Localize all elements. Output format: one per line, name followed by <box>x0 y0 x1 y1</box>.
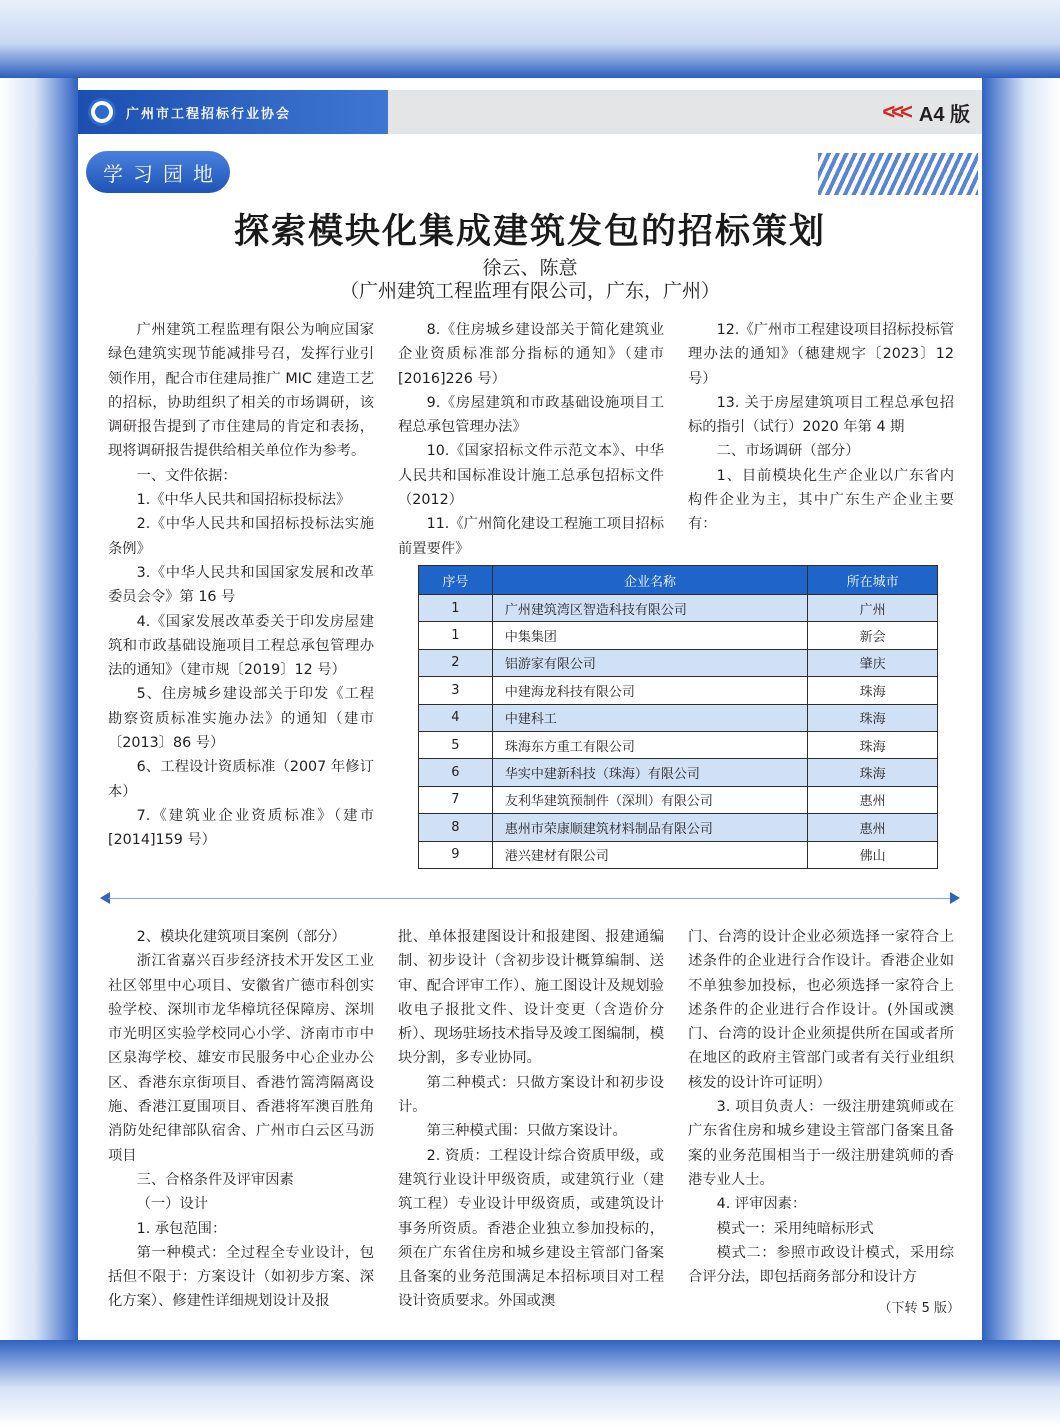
paragraph: 4.《国家发展改革委关于印发房屋建筑和市政基础设施项目工程总承包管理办法的通知》（建市规〔2019〕12 号） <box>108 613 374 679</box>
page-frame-top <box>0 0 1060 78</box>
text-column-3 <box>688 318 954 537</box>
table-row <box>419 677 938 704</box>
text-column-2 <box>398 318 664 561</box>
cell-company: 广州建筑湾区智造科技有限公司 <box>492 595 807 622</box>
paragraph: 2、模块化建筑项目案例（部分） <box>136 929 346 945</box>
cell-company: 友利华建筑预制件（深圳）有限公司 <box>492 786 807 813</box>
paragraph: 模式二：参照市政设计模式，采用综合评分法，即包括商务部分和设计方 <box>688 1244 954 1286</box>
cell-index: 8 <box>419 814 493 841</box>
paragraph: 三、合格条件及评审因素 <box>136 1171 294 1188</box>
cell-index: 2 <box>419 649 493 676</box>
cell-index: 7 <box>419 786 493 813</box>
paragraph: 2. 资质：工程设计综合资质甲级，或建筑行业设计甲级资质，或建筑行业（建筑工程）专业设计甲级资质，或建筑设计事务所资质。香港企业独立参加投标的，须在广东省住房和城乡建设主管部门备案且备案的业务范围满足本招标项目对工程设计资质要求。外国或澳 <box>398 1147 664 1310</box>
column-header-company: 企业名称 <box>492 566 807 595</box>
cell-index: 3 <box>419 677 493 704</box>
table-row <box>419 814 938 841</box>
header-org-name: 广州市工程招标行业协会 <box>126 106 292 122</box>
cell-city: 肇庆 <box>808 649 938 676</box>
paragraph: 13. 关于房屋建筑项目工程总承包招标的指引（试行）2020 年第 4 期 <box>688 394 954 436</box>
paragraph: 9.《房屋建筑和市政基础设施项目工程总承包管理办法》 <box>398 394 664 436</box>
decorative-stripes <box>818 153 978 195</box>
table-row <box>419 595 938 622</box>
section-tag: 学习园地 <box>86 151 230 193</box>
paragraph: 12.《广州市工程建设项目招标投标管理办法的通知》（穗建规字〔2023〕12 号） <box>688 322 954 387</box>
cell-index: 6 <box>419 759 493 786</box>
cell-index: 1 <box>419 595 493 622</box>
enterprise-table <box>418 565 938 869</box>
cell-city: 惠州 <box>808 814 938 841</box>
paragraph: 门、台湾的设计企业必须选择一家符合上述条件的企业进行合作设计。香港企业如不单独参加投标，也必须选择一家符合上述条件的企业进行合作设计。(外国或澳门、台湾的设计企业须提供所在国或者所在地区的政府主管部门或者有关行业组织核发的设计许可证明） <box>688 929 954 1091</box>
page-frame-bottom <box>0 1340 1060 1428</box>
paragraph: 二、市场调研（部分） <box>716 443 860 460</box>
paragraph: 4. 评审因素： <box>716 1196 807 1213</box>
table-row <box>419 786 938 813</box>
cell-city: 广州 <box>808 595 938 622</box>
table-row <box>419 704 938 731</box>
paragraph: 3. 项目负责人：一级注册建筑师或在广东省住房和城乡建设主管部门备案且备案的业务范围相当于一级注册建筑师的香港专业人士。 <box>688 1099 954 1188</box>
table-header-row <box>419 566 938 595</box>
page-frame-left <box>0 78 78 1428</box>
paragraph: 3.《中华人民共和国国家发展和改革委员会令》第 16 号 <box>108 564 374 606</box>
paragraph: 5、住房城乡建设部关于印发《工程勘察资质标准实施办法》的通知（建市〔2013〕86 号） <box>108 686 374 752</box>
cell-city: 珠海 <box>808 704 938 731</box>
association-logo-icon <box>88 98 116 126</box>
paragraph: 2.《中华人民共和国招标投标法实施条例》 <box>108 516 374 557</box>
paragraph: 1. 承包范围： <box>136 1220 227 1237</box>
article-authors: 徐云、陈意 <box>482 257 578 279</box>
divider-arrow-right-icon <box>950 892 960 904</box>
text-column-5 <box>398 925 664 1314</box>
paragraph: 一、文件依据： <box>136 467 237 484</box>
paragraph: 1、目前模块化生产企业以广东省内构件企业为主，其中广东生产企业主要有： <box>688 467 954 533</box>
paragraph: 第二种模式：只做方案设计和初步设计。 <box>398 1074 664 1116</box>
cell-company: 中建科工 <box>492 704 807 731</box>
cell-index: 9 <box>419 841 493 868</box>
cell-company: 华实中建新科技（珠海）有限公司 <box>492 759 807 786</box>
table-row <box>419 759 938 786</box>
article-affiliation: （广州建筑工程监理有限公司，广东，广州） <box>339 280 720 302</box>
text-column-1 <box>108 318 374 853</box>
cell-company: 中建海龙科技有限公司 <box>492 677 807 704</box>
edition-label: A4 版 <box>918 103 970 126</box>
cell-city: 佛山 <box>808 841 938 868</box>
paragraph: （一）设计 <box>136 1196 209 1213</box>
paragraph: 1.《中华人民共和国招标投标法》 <box>136 492 351 509</box>
cell-company: 港兴建材有限公司 <box>492 841 807 868</box>
continued-note: （下转 5 版） <box>878 1301 960 1316</box>
cell-company: 中集集团 <box>492 622 807 649</box>
paragraph: 第三种模式围：只做方案设计。 <box>426 1123 627 1140</box>
paragraph: 11.《广州简化建设工程施工项目招标前置要件》 <box>398 516 664 557</box>
paragraph: 广州建筑工程监理有限公为响应国家绿色建筑实现节能减排号召，发挥行业引领作用，配合市住建局推广 MIC 建造工艺的招标，协助组织了相关的市场调研，该调研报告提到了市住建局的肯定和表扬，现将调研报告提供给相关单位作为参考。 <box>108 322 374 460</box>
table-row <box>419 841 938 868</box>
text-column-4 <box>108 925 374 1314</box>
cell-company: 惠州市荣康顺建筑材料制品有限公司 <box>492 814 807 841</box>
paragraph: 模式一：采用纯暗标形式 <box>716 1220 874 1237</box>
paragraph: 批、单体报建图设计和报建图、报建通编制、初步设计（含初步设计概算编制、送审、配合评审工作）、施工图设计及规划验收电子报批文件、设计变更（含造价分析）、现场驻场技术指导及竣工图编制，模块分割，多专业协同。 <box>398 929 664 1067</box>
cell-index: 5 <box>419 731 493 758</box>
paragraph: 第一种模式：全过程全专业设计，包括但不限于：方案设计（如初步方案、深化方案）、修建性详细规划设计及报 <box>108 1244 374 1310</box>
article-title: 探索模块化集成建筑发包的招标策划 <box>233 212 826 252</box>
cell-city: 新会 <box>808 622 938 649</box>
column-header-city: 所在城市 <box>808 566 938 595</box>
header-org-band <box>78 90 388 134</box>
table-row <box>419 731 938 758</box>
table-row <box>419 649 938 676</box>
paragraph: 10.《国家招标文件示范文本》、中华人民共和国标准设计施工总承包招标文件（2012） <box>398 443 664 509</box>
paragraph: 8.《住房城乡建设部关于简化建筑业企业资质标准部分指标的通知》（建市 [2016]226 号） <box>398 322 664 387</box>
paragraph: 浙江省嘉兴百步经济技术开发区工业社区邻里中心项目、安徽省广德市科创实验学校、深圳市龙华樟坑径保障房、深圳市光明区实验学校同心小学、济南市市中区泉海学校、雄安市民服务中心企业办公区、香港东京街项目、香港竹篙湾隔离设施、香港江夏围项目、香港将军澳百胜角消防处纪律部队宿舍、广州市白云区马沥项目 <box>108 953 374 1164</box>
cell-index: 1 <box>419 622 493 649</box>
column-header-index: 序号 <box>419 566 493 595</box>
cell-city: 惠州 <box>808 786 938 813</box>
cell-index: 4 <box>419 704 493 731</box>
header-edition-band <box>388 90 982 134</box>
text-column-6 <box>688 925 954 1289</box>
cell-city: 珠海 <box>808 677 938 704</box>
header-bar <box>78 90 982 134</box>
paragraph: 7.《建筑业企业资质标准》（建市 [2014]159 号） <box>108 807 374 849</box>
cell-company: 珠海东方重工有限公司 <box>492 731 807 758</box>
cell-city: 珠海 <box>808 759 938 786</box>
paragraph: 6、工程设计资质标准（2007 年修订本） <box>108 759 374 800</box>
table-row <box>419 622 938 649</box>
cell-city: 珠海 <box>808 731 938 758</box>
section-divider <box>108 898 958 899</box>
chevron-left-icon: <<< <box>882 99 909 124</box>
page-frame-right <box>982 78 1060 1428</box>
cell-company: 铝游家有限公司 <box>492 649 807 676</box>
